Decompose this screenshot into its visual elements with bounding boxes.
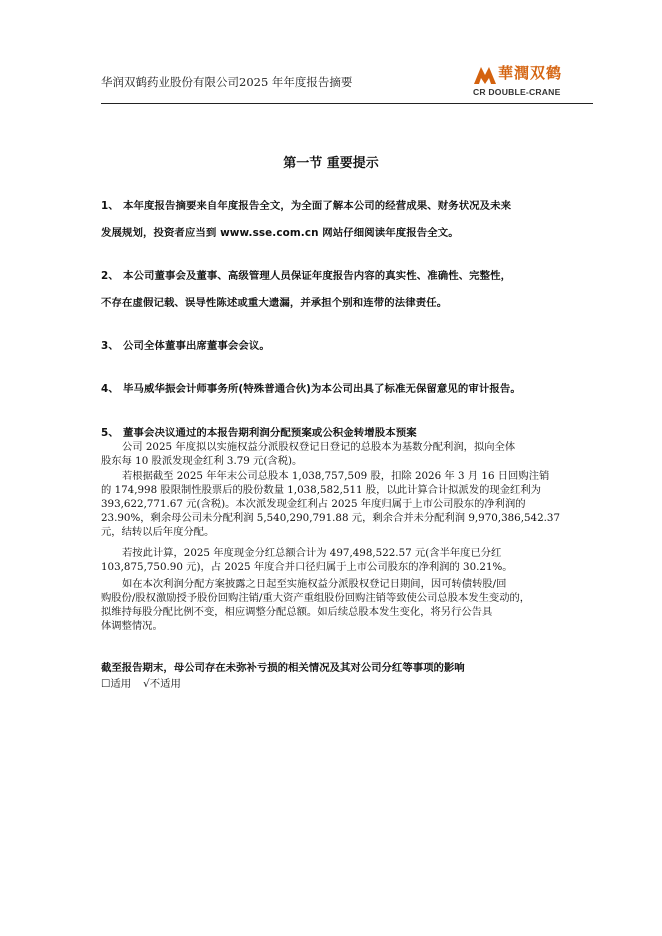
paragraph-line: 393,622,771.67 元(含税)。本次派发现金红利占 2025 年度归属于上市公司股东的净利润的 [101,497,526,510]
section-title: 第一节 重要提示 [283,156,379,171]
item-1-line-1 [101,197,511,212]
applicability-options [101,675,193,690]
distribution-paragraph-3 [101,547,565,575]
header-divider [101,103,593,104]
paragraph-line: 103,875,750.90 元)，占 2025 年度合并口径归属于上市公司股东的净利润的 30.21%。 [101,560,513,573]
crane-logo-icon [472,64,498,86]
paragraph-line: 公司 2025 年度拟以实施权益分派股权登记日登记的总股本为基数分配利润，拟向全体 [122,441,516,453]
item-3-text: 公司全体董事出席董事会会议。 [123,340,270,352]
paragraph-line: 股东每 10 股派发现金红利 3.79 元(含税)。 [101,454,303,467]
item-3-line [101,337,270,352]
item-4-text: 毕马威华振会计师事务所(特殊普通合伙)为本公司出具了标准无保留意见的审计报告。 [123,383,521,395]
distribution-paragraph-1 [101,441,565,469]
item-5-line [101,424,417,439]
company-logo [472,60,592,102]
uncovered-loss-impact-title: 截至报告期末，母公司存在未弥补亏损的相关情况及其对公司分红等事项的影响 [101,662,465,674]
distribution-paragraph-4 [101,578,565,634]
paragraph-line: 若按此计算，2025 年度现金分红总额合计为 497,498,522.57 元(含半年度已分红 [122,547,502,559]
item-5-text: 董事会决议通过的本报告期利润分配预案或公积金转增股本预案 [123,427,417,439]
paragraph-line: 的 174,998 股限制性股票后的股份数量 1,038,582,511 股，以此计算合计拟派发的现金红利为 [101,483,541,496]
paragraph-line: 元，结转以后年度分配。 [101,525,215,538]
item-2-text: 本公司董事会及董事、高级管理人员保证年度报告内容的真实性、准确性、完整性， [123,270,512,282]
item-4-line [101,380,521,395]
paragraph-line: 如在本次利润分配方案披露之日起至实施权益分派股权登记日期间，因可转债转股/回 [122,578,507,590]
item-2-number: 2、 [101,270,119,282]
applicable-checkbox: ☐适用 [101,678,132,690]
report-header-title: 华润双鹤药业股份有限公司2025 年年度报告摘要 [101,75,353,89]
item-3-number: 3、 [101,340,119,352]
item-1-number: 1、 [101,200,119,212]
logo-english-name: CR DOUBLE-CRANE [473,87,561,97]
logo-chinese-name: 華潤双鹤 [498,64,563,82]
item-4-number: 4、 [101,383,119,395]
paragraph-line: 若根据截至 2025 年年末公司总股本 1,038,757,509 股，扣除 2026 年 3 月 16 日回购注销 [122,470,550,482]
not-applicable-checkbox: √不适用 [143,678,181,690]
paragraph-line: 购股份/股权激励授予股份回购注销/重大资产重组股份回购注销等致使公司总股本发生变动的， [101,591,531,604]
item-1-line-2: 发展规划，投资者应当到 www.sse.com.cn 网站仔细阅读年度报告全文。 [101,227,459,239]
item-5-number: 5、 [101,427,119,439]
paragraph-line: 体调整情况。 [101,619,163,632]
paragraph-line: 23.90%，剩余母公司未分配利润 5,540,290,791.88 元，剩余合并未分配利润 9,970,386,542.37 [101,511,561,524]
item-1-text: 本年度报告摘要来自年度报告全文，为全面了解本公司的经营成果、财务状况及未来 [123,200,512,212]
distribution-paragraph-2 [101,470,565,540]
paragraph-line: 拟维持每股分配比例不变，相应调整分配总额。如后续总股本发生变化，将另行公告具 [101,605,493,618]
item-2-line-1 [101,267,511,282]
item-2-line-2: 不存在虚假记载、误导性陈述或重大遗漏，并承担个别和连带的法律责任。 [101,297,448,309]
